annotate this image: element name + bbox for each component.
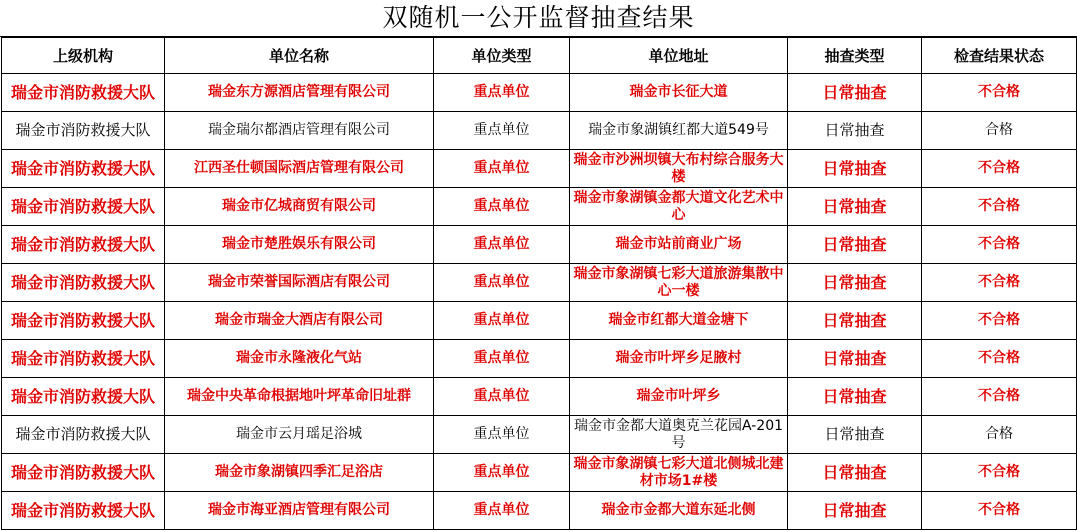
cell-result-status[interactable]: 不合格 [922,454,1077,492]
cell-check-type[interactable]: 日常抽查 [788,74,922,112]
cell-unit-type[interactable]: 重点单位 [434,112,570,150]
cell-unit-type[interactable]: 重点单位 [434,454,570,492]
table-row [2,302,1077,340]
cell-unit-type[interactable]: 重点单位 [434,378,570,416]
column-header-check-type[interactable]: 抽查类型 [788,38,922,74]
cell-check-type[interactable]: 日常抽查 [788,340,922,378]
cell-check-type[interactable]: 日常抽查 [788,188,922,226]
cell-unit-name[interactable]: 瑞金市楚胜娱乐有限公司 [165,226,434,264]
column-header-result-status[interactable]: 检查结果状态 [922,38,1077,74]
cell-result-status[interactable]: 合格 [922,416,1077,454]
cell-unit-name[interactable]: 瑞金东方源酒店管理有限公司 [165,74,434,112]
cell-unit-address[interactable]: 瑞金市象湖镇金都大道文化艺术中心 [570,188,788,226]
table-row [2,454,1077,492]
cell-parent-org[interactable]: 瑞金市消防救援大队 [2,492,165,530]
cell-unit-type[interactable]: 重点单位 [434,226,570,264]
table-row [2,416,1077,454]
cell-unit-address[interactable]: 瑞金市象湖镇七彩大道旅游集散中心一楼 [570,264,788,302]
cell-result-status[interactable]: 不合格 [922,188,1077,226]
cell-result-status[interactable]: 合格 [922,112,1077,150]
cell-result-status[interactable]: 不合格 [922,378,1077,416]
cell-parent-org[interactable]: 瑞金市消防救援大队 [2,340,165,378]
cell-result-status[interactable]: 不合格 [922,302,1077,340]
column-header-unit-name[interactable]: 单位名称 [165,38,434,74]
column-header-unit-type[interactable]: 单位类型 [434,38,570,74]
cell-unit-name[interactable]: 瑞金市荣誉国际酒店有限公司 [165,264,434,302]
cell-unit-address[interactable]: 瑞金市叶坪乡 [570,378,788,416]
cell-unit-address[interactable]: 瑞金市站前商业广场 [570,226,788,264]
cell-parent-org[interactable]: 瑞金市消防救援大队 [2,378,165,416]
cell-check-type[interactable]: 日常抽查 [788,492,922,530]
cell-unit-address[interactable]: 瑞金市沙洲坝镇大布村综合服务大楼 [570,150,788,188]
cell-check-type[interactable]: 日常抽查 [788,226,922,264]
cell-unit-address[interactable]: 瑞金市金都大道东延北侧 [570,492,788,530]
cell-check-type[interactable]: 日常抽查 [788,454,922,492]
cell-unit-name[interactable]: 瑞金瑞尔都酒店管理有限公司 [165,112,434,150]
cell-unit-address[interactable]: 瑞金市红都大道金塘下 [570,302,788,340]
cell-unit-address[interactable]: 瑞金市叶坪乡足腋村 [570,340,788,378]
table-row [2,378,1077,416]
cell-unit-name[interactable]: 瑞金市瑞金大酒店有限公司 [165,302,434,340]
header-row [2,38,1077,74]
table-row [2,188,1077,226]
cell-unit-type[interactable]: 重点单位 [434,340,570,378]
cell-check-type[interactable]: 日常抽查 [788,416,922,454]
cell-parent-org[interactable]: 瑞金市消防救援大队 [2,188,165,226]
cell-unit-name[interactable]: 瑞金市象湖镇四季汇足浴店 [165,454,434,492]
cell-unit-name[interactable]: 瑞金市亿城商贸有限公司 [165,188,434,226]
cell-unit-address[interactable]: 瑞金市象湖镇红都大道549号 [570,112,788,150]
cell-parent-org[interactable]: 瑞金市消防救援大队 [2,226,165,264]
cell-unit-type[interactable]: 重点单位 [434,74,570,112]
cell-parent-org[interactable]: 瑞金市消防救援大队 [2,112,165,150]
cell-parent-org[interactable]: 瑞金市消防救援大队 [2,150,165,188]
cell-unit-address[interactable]: 瑞金市长征大道 [570,74,788,112]
cell-unit-type[interactable]: 重点单位 [434,492,570,530]
table-row [2,492,1077,530]
table-row [2,264,1077,302]
cell-unit-name[interactable]: 瑞金市云月瑶足浴城 [165,416,434,454]
table-row [2,74,1077,112]
cell-unit-type[interactable]: 重点单位 [434,264,570,302]
cell-check-type[interactable]: 日常抽查 [788,302,922,340]
cell-check-type[interactable]: 日常抽查 [788,112,922,150]
table-row [2,226,1077,264]
cell-unit-address[interactable]: 瑞金市象湖镇七彩大道北侧城北建材市场1#楼 [570,454,788,492]
cell-parent-org[interactable]: 瑞金市消防救援大队 [2,416,165,454]
table-row [2,340,1077,378]
cell-unit-name[interactable]: 瑞金市海亚酒店管理有限公司 [165,492,434,530]
cell-parent-org[interactable]: 瑞金市消防救援大队 [2,74,165,112]
cell-result-status[interactable]: 不合格 [922,150,1077,188]
cell-result-status[interactable]: 不合格 [922,74,1077,112]
cell-unit-type[interactable]: 重点单位 [434,416,570,454]
cell-check-type[interactable]: 日常抽查 [788,378,922,416]
cell-result-status[interactable]: 不合格 [922,264,1077,302]
cell-result-status[interactable]: 不合格 [922,226,1077,264]
column-header-unit-address[interactable]: 单位地址 [570,38,788,74]
cell-result-status[interactable]: 不合格 [922,340,1077,378]
cell-parent-org[interactable]: 瑞金市消防救援大队 [2,264,165,302]
cell-parent-org[interactable]: 瑞金市消防救援大队 [2,302,165,340]
sheet-title: 双随机一公开监督抽查结果 [0,0,1077,37]
cell-check-type[interactable]: 日常抽查 [788,150,922,188]
table-row [2,150,1077,188]
cell-unit-name[interactable]: 瑞金市永隆液化气站 [165,340,434,378]
cell-parent-org[interactable]: 瑞金市消防救援大队 [2,454,165,492]
cell-unit-address[interactable]: 瑞金市金都大道奥克兰花园A-201号 [570,416,788,454]
cell-result-status[interactable]: 不合格 [922,492,1077,530]
cell-unit-name[interactable]: 江西圣仕顿国际酒店管理有限公司 [165,150,434,188]
cell-unit-type[interactable]: 重点单位 [434,150,570,188]
table-row [2,112,1077,150]
results-table [1,37,1077,530]
column-header-parent-org[interactable]: 上级机构 [2,38,165,74]
cell-check-type[interactable]: 日常抽查 [788,264,922,302]
cell-unit-type[interactable]: 重点单位 [434,188,570,226]
cell-unit-type[interactable]: 重点单位 [434,302,570,340]
cell-unit-name[interactable]: 瑞金中央革命根据地叶坪革命旧址群 [165,378,434,416]
